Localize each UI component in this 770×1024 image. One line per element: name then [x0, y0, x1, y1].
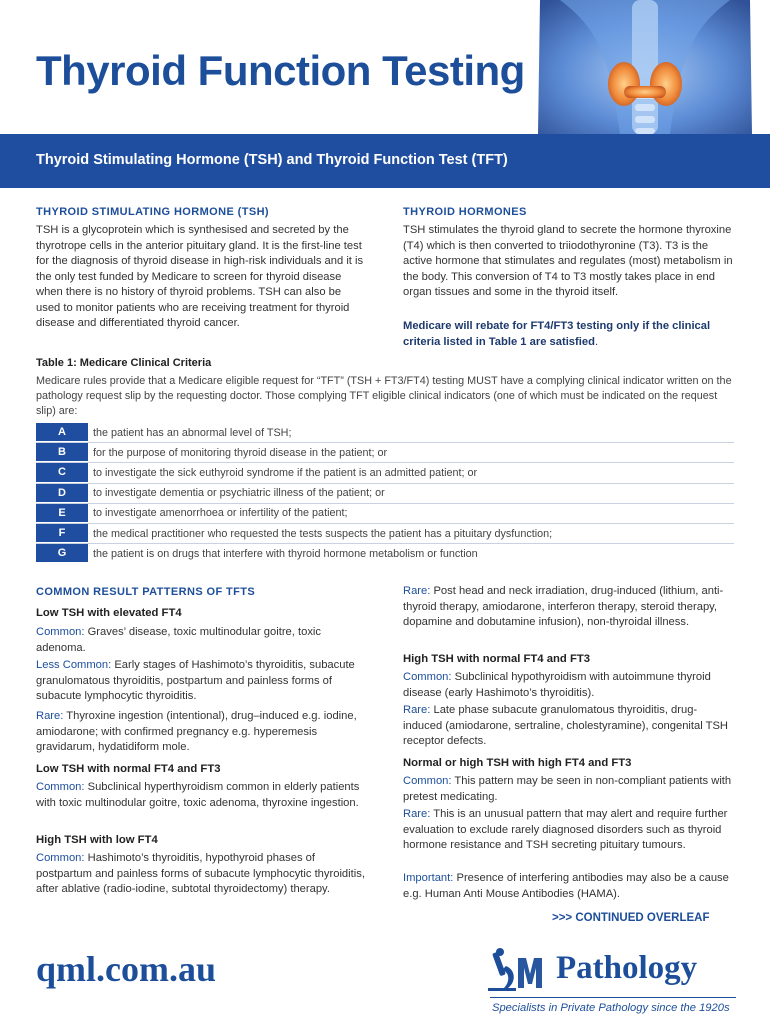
page-title: Thyroid Function Testing	[36, 47, 525, 94]
tsh-heading: THYROID STIMULATING HORMONE (TSH)	[36, 206, 269, 218]
medicare-note	[403, 319, 723, 350]
criteria-table	[36, 423, 734, 563]
less-common-label: Less Common:	[36, 659, 112, 671]
rare-label: Rare:	[403, 585, 431, 597]
pattern-common	[403, 670, 735, 701]
criteria-text: to investigate the sick euthyroid syndrome if the patient is an admitted patient; or	[93, 466, 478, 479]
rare-text: This is an unusual pattern that may alert and require further evaluation to exclude rarely diagnosed disorders such as thyroid hormone resistance and TSH secreting pituitary tumours.	[403, 808, 728, 851]
important-text: Presence of interfering antibodies may also be a cause e.g. Human Anti Mouse Antibodies (HAMA).	[403, 872, 729, 900]
criteria-letter: B	[36, 443, 88, 462]
criteria-row	[36, 463, 734, 483]
criteria-text: the patient has an abnormal level of TSH;	[93, 426, 292, 439]
criteria-text: to investigate amenorrhoea or infertility of the patient;	[93, 507, 348, 520]
important-label: Important:	[403, 872, 454, 884]
rare-text: Thyroxine ingestion (intentional), drug–induced e.g. iodine, amiodarone; with confirmed pregnancy e.g. hyperemesis gravidarum, hydatidiform mole.	[36, 710, 357, 753]
pattern-common	[36, 625, 366, 656]
website-url: qml.com.au	[36, 949, 216, 989]
table-title: Table 1: Medicare Clinical Criteria	[36, 357, 212, 369]
criteria-text: to investigate dementia or psychiatric illness of the patient; or	[93, 487, 385, 500]
pattern-less-common	[36, 658, 366, 705]
rare-label: Rare:	[403, 808, 431, 820]
common-text: Hashimoto’s thyroiditis, hypothyroid phases of postpartum and painless forms of subacute lymphocytic thyroiditis, after ablative (radio-iodine, subtotal thyroidectomy) therapy.	[36, 852, 365, 895]
criteria-letter: E	[36, 504, 88, 523]
common-text: Graves’ disease, toxic multinodular goitre, toxic adenoma.	[36, 626, 321, 654]
rare-text: Post head and neck irradiation, drug-induced (lithium, anti-thyroid therapy, amiodarone, interferon therapy, steroid therapy, dopamine and dobutamine infusion), non-thyroidal illness.	[403, 585, 724, 628]
logo-divider	[490, 997, 736, 998]
criteria-letter: F	[36, 524, 88, 543]
pattern-common	[36, 780, 366, 811]
pattern-title: Normal or high TSH with high FT4 and FT3	[403, 757, 632, 769]
rare-label: Rare:	[403, 704, 431, 716]
pattern-title: Low TSH with elevated FT4	[36, 607, 182, 619]
tagline: Specialists in Private Pathology since the 1920s	[492, 1002, 730, 1014]
common-text: This pattern may be seen in non-compliant patients with pretest medicating.	[403, 775, 732, 803]
pattern-title: High TSH with normal FT4 and FT3	[403, 653, 591, 665]
pattern-title: High TSH with low FT4	[36, 834, 158, 846]
medicare-note-text: Medicare will rebate for FT4/FT3 testing only if the clinical criteria listed in Table 1 are satisfied	[403, 320, 711, 348]
common-text: Subclinical hyperthyroidism common in elderly patients with toxic multinodular goitre, toxic adenoma, thyroxine ingestion.	[36, 781, 360, 809]
criteria-letter: C	[36, 463, 88, 482]
criteria-letter: G	[36, 544, 88, 563]
rare-text: Late phase subacute granulomatous thyroiditis, drug-induced (amiodarone, sertraline, cholestyramine), congenital TSH receptor defects.	[403, 704, 729, 747]
criteria-row	[36, 484, 734, 504]
hormones-body: TSH stimulates the thyroid gland to secrete the hormone thyroxine (T4) which is then converted to triiodothyronine (T3). T3 is the active hormone that stimulates and regulates (most) metabolism in the body. This conversion of T4 to T3 mostly takes place in end organ tissues and some in the thyroid itself.	[403, 224, 733, 298]
tsh-body: TSH is a glycoprotein which is synthesised and secreted by the thyrotrope cells in the anterior pituitary gland. It is the first-line test for the diagnosis of thyroid disease in high-risk individuals and it is the only test funded by Medicare to screen for thyroid disease when there is no history of thyroid problems. TSH can also be used to monitor patients who are receiving treatment for thyroid disease and differentiated thyroid cancer.	[36, 224, 364, 329]
hormones-heading: THYROID HORMONES	[403, 206, 527, 218]
pattern-common	[403, 774, 735, 805]
less-common-text: Early stages of Hashimoto’s thyroiditis, subacute granulomatous thyroiditis, postpartum and painless forms of subacute lymphocytic thyroiditis.	[36, 659, 355, 702]
continued-overleaf: >>> CONTINUED OVERLEAF	[552, 912, 710, 924]
common-text: Subclinical hypothyroidism with autoimmune thyroid disease (early Hashimoto’s thyroiditis).	[403, 671, 711, 699]
pattern-important	[403, 871, 735, 902]
common-label: Common:	[36, 781, 85, 793]
microscope-logo-icon	[486, 948, 554, 992]
criteria-row	[36, 544, 734, 563]
pattern-title: Low TSH with normal FT4 and FT3	[36, 763, 221, 775]
common-label: Common:	[403, 671, 452, 683]
criteria-row	[36, 524, 734, 544]
medicare-note-end: .	[594, 335, 599, 348]
pattern-rare	[36, 709, 366, 756]
logo-text: Pathology	[556, 950, 698, 986]
criteria-letter: D	[36, 484, 88, 503]
criteria-text: for the purpose of monitoring thyroid disease in the patient; or	[93, 446, 388, 459]
criteria-text: the patient is on drugs that interfere with thyroid hormone metabolism or function	[93, 547, 478, 560]
pattern-common	[36, 851, 366, 898]
pattern-rare	[403, 584, 735, 631]
common-label: Common:	[36, 626, 85, 638]
criteria-row	[36, 504, 734, 524]
pattern-rare	[403, 807, 735, 854]
criteria-text: the medical practitioner who requested the tests suspects the patient has a pituitary dysfunction;	[93, 527, 553, 540]
pattern-rare	[403, 703, 735, 750]
banner-title: Thyroid Stimulating Hormone (TSH) and Thyroid Function Test (TFT)	[36, 152, 508, 168]
criteria-letter: A	[36, 423, 88, 442]
criteria-row	[36, 423, 734, 443]
rare-label: Rare:	[36, 710, 64, 722]
criteria-row	[36, 443, 734, 463]
common-label: Common:	[36, 852, 85, 864]
patterns-heading: COMMON RESULT PATTERNS OF TFTS	[36, 586, 256, 598]
common-label: Common:	[403, 775, 452, 787]
thyroid-illustration	[520, 0, 770, 134]
table-intro: Medicare rules provide that a Medicare eligible request for “TFT” (TSH + FT3/FT4) testing MUST have a complying clinical indicator written on the pathology request slip by the requesting doctor. Those complying TFT eligible clinical indicators (one of which must be indicated on the request slip) are:	[36, 375, 732, 417]
